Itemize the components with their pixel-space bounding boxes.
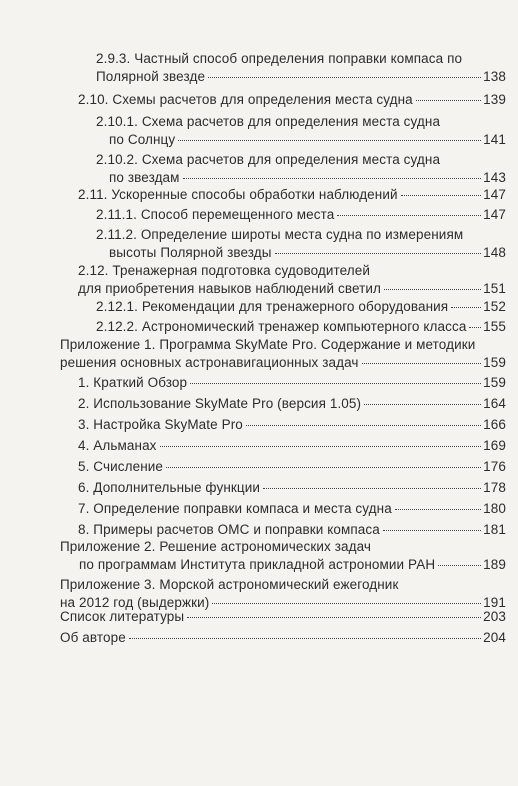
toc-entry-text: Приложение 1. Программа SkyMate Pro. Содержание и методики: [60, 337, 476, 352]
toc-page-number: 178: [483, 480, 506, 495]
dot-leader: [246, 425, 481, 426]
toc-entry: [96, 318, 506, 336]
toc-entry-text: высоты Полярной звезды: [109, 245, 272, 260]
dot-leader: [190, 383, 481, 384]
dot-leader: [275, 253, 482, 254]
toc-entry-text: 4. Альманах: [78, 438, 157, 453]
toc-entry: [78, 458, 506, 476]
toc-page-number: 176: [483, 459, 506, 474]
dot-leader: [416, 100, 481, 101]
dot-leader: [160, 446, 482, 447]
toc-entry: [60, 538, 506, 574]
toc-entry-text: 2.12.2. Астрономический тренажер компьютерного класса: [96, 319, 467, 334]
dot-leader: [438, 565, 481, 566]
toc-entry: [96, 206, 506, 224]
toc-page-number: 155: [483, 319, 506, 334]
toc-entry: [60, 629, 506, 647]
toc-entry: [96, 151, 506, 187]
toc-page-number: 147: [483, 187, 506, 202]
toc-entry: [78, 91, 506, 109]
toc-entry: [78, 416, 506, 434]
toc-entry-text: 8. Примеры расчетов ОМС и поправки компаса: [78, 522, 380, 537]
toc-entry-text: 2. Использование SkyMate Pro (версия 1.05): [78, 396, 362, 411]
toc-entry: [60, 336, 506, 372]
dot-leader: [212, 603, 481, 604]
toc-entry: [96, 50, 506, 86]
toc-entry-text: на 2012 год (выдержки): [60, 595, 210, 610]
toc-page-number: 164: [483, 396, 506, 411]
toc-page-number: 191: [483, 595, 506, 610]
toc-entry: [78, 521, 506, 539]
toc-entry-text: Приложение 3. Морской астрономический ежегодник: [60, 577, 399, 592]
toc-entry-text: 2.12.1. Рекомендации для тренажерного оборудования: [96, 299, 449, 314]
toc-entry: [78, 500, 506, 518]
dot-leader: [183, 178, 482, 179]
toc-page-number: 152: [483, 299, 506, 314]
toc-entry: [78, 395, 506, 413]
toc-entry-text: 1. Краткий Обзор: [78, 375, 188, 390]
dot-leader: [178, 140, 481, 141]
toc-entry-text: 5. Счисление: [78, 459, 164, 474]
toc-entry-text: по Солнцу: [109, 132, 176, 147]
toc-entry-text: для приобретения навыков наблюдений светил: [78, 281, 382, 296]
dot-leader: [337, 215, 481, 216]
toc-entry-text: 2.10.1. Схема расчетов для определения места судна: [96, 114, 441, 129]
toc-page-number: 180: [483, 501, 506, 516]
toc-entry: [78, 479, 506, 497]
toc-page-number: 159: [483, 375, 506, 390]
toc-page-number: 143: [483, 170, 506, 185]
toc-page-number: 147: [483, 207, 506, 222]
dot-leader: [395, 509, 481, 510]
dot-leader: [208, 77, 481, 78]
dot-leader: [384, 289, 481, 290]
dot-leader: [166, 467, 481, 468]
dot-leader: [364, 404, 481, 405]
dot-leader: [263, 488, 481, 489]
toc-entry: [96, 298, 506, 316]
toc-entry: [96, 113, 506, 149]
dot-leader: [451, 307, 481, 308]
toc-page-number: 138: [483, 69, 506, 84]
toc-page-number: 166: [483, 417, 506, 432]
toc-entry-text: по звездам: [109, 170, 180, 185]
toc-entry: [78, 437, 506, 455]
toc-page-number: 151: [483, 281, 506, 296]
toc-entry-text: Об авторе: [60, 630, 126, 645]
dot-leader: [383, 530, 481, 531]
toc-entry: [60, 608, 506, 626]
toc-entry-text: 7. Определение поправки компаса и места судна: [78, 501, 392, 516]
toc-entry-text: 2.10. Схемы расчетов для определения места судна: [78, 92, 413, 107]
toc-page-number: 203: [483, 609, 506, 624]
toc-entry-text: решения основных астронавигационных задач: [60, 355, 359, 370]
toc-entry-text: 6. Дополнительные функции: [78, 480, 261, 495]
toc-entry-text: Список литературы: [60, 609, 185, 624]
dot-leader: [469, 327, 481, 328]
toc-page-number: 181: [483, 522, 506, 537]
toc-page-number: 148: [483, 245, 506, 260]
toc-entry-text: 3. Настройка SkyMate Pro: [78, 417, 243, 432]
dot-leader: [401, 195, 482, 196]
toc-page-number: 169: [483, 438, 506, 453]
toc-entry: [78, 186, 506, 204]
dot-leader: [362, 363, 482, 364]
toc-entry-text: 2.12. Тренажерная подготовка судоводителей: [78, 263, 371, 278]
dot-leader: [129, 638, 481, 639]
toc-entry-text: Приложение 2. Решение астрономических задач: [60, 539, 372, 554]
toc-entry: [78, 374, 506, 392]
toc-entry-text: 2.11.2. Определение широты места судна по измерениям: [96, 227, 464, 242]
toc-page-number: 204: [483, 630, 506, 645]
toc-entry-text: 2.10.2. Схема расчетов для определения места судна: [96, 152, 441, 167]
toc-entry: [96, 226, 506, 262]
toc-entry: [78, 262, 506, 298]
toc-entry-text: по программам Института прикладной астрономии РАН: [79, 557, 436, 572]
toc-page-number: 189: [483, 557, 506, 572]
toc-page-number: 139: [483, 92, 506, 107]
toc-entry-text: Полярной звезде: [96, 69, 206, 84]
toc-page-number: 159: [483, 355, 506, 370]
toc-entry-text: 2.9.3. Частный способ определения поправки компаса по: [96, 51, 463, 66]
toc-entry-text: 2.11.1. Способ перемещенного места: [96, 207, 335, 222]
toc-entry-text: 2.11. Ускоренные способы обработки наблюдений: [78, 187, 398, 202]
toc-entry: [60, 576, 506, 612]
dot-leader: [187, 617, 481, 618]
toc-page-number: 141: [483, 132, 506, 147]
